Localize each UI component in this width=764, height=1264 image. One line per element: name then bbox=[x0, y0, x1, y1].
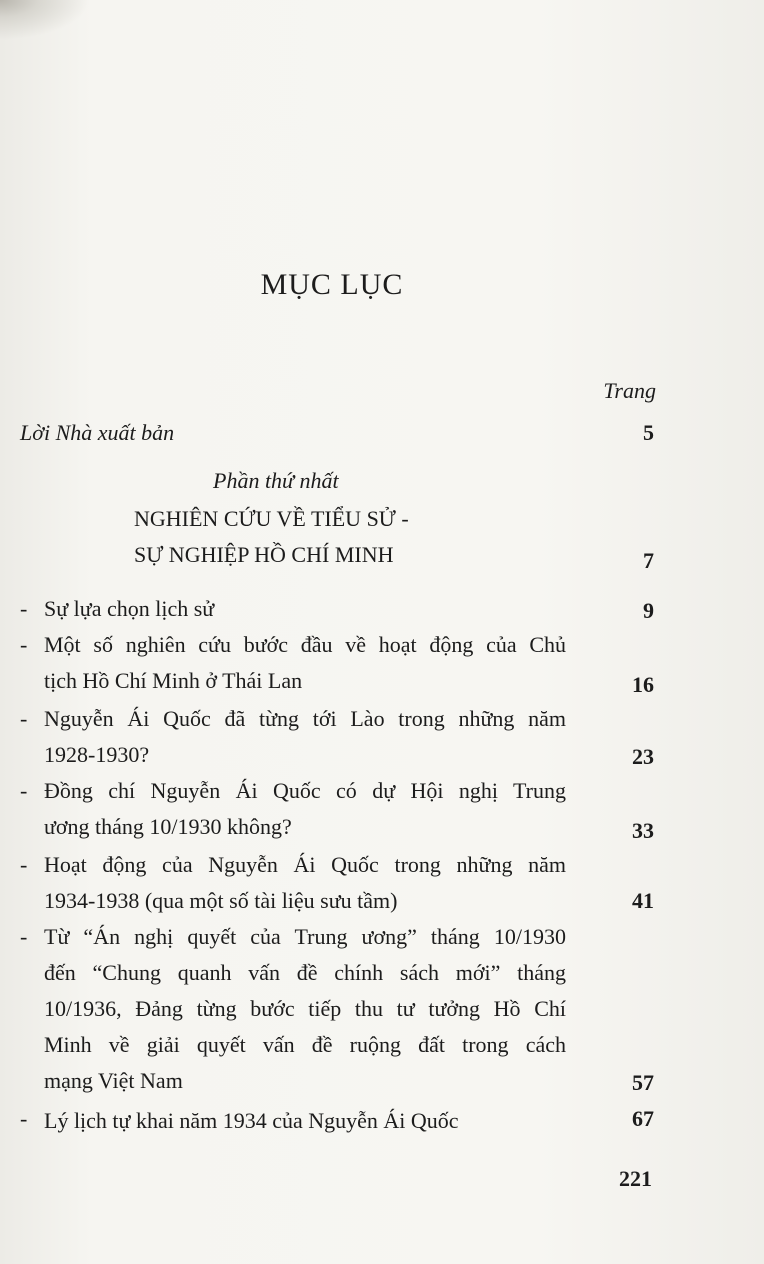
entry-page: 23 bbox=[632, 744, 654, 769]
entry-line: 10/1936, Đảng từng bước tiếp thu tư tưởng Hồ Chí bbox=[44, 996, 566, 1021]
entry-page: 41 bbox=[632, 888, 654, 913]
entry-page: 16 bbox=[632, 672, 654, 697]
entry-line: Từ “Án nghị quyết của Trung ương” tháng 10/1930 bbox=[44, 924, 566, 949]
entry-page: 9 bbox=[643, 598, 654, 623]
entry-dash: - bbox=[20, 778, 28, 803]
page-column-label: Trang bbox=[603, 378, 656, 403]
entry-dash: - bbox=[20, 596, 28, 621]
preface-title: Lời Nhà xuất bản bbox=[20, 420, 175, 445]
entry-line: Đồng chí Nguyễn Ái Quốc có dự Hội nghị Trung bbox=[44, 778, 566, 803]
entry-page: 67 bbox=[632, 1106, 654, 1131]
entry-dash: - bbox=[20, 632, 28, 657]
page-title: MỤC LỤC bbox=[260, 268, 404, 301]
entry-line: Minh về giải quyết vấn đề ruộng đất trong cách bbox=[44, 1032, 566, 1057]
entry-dash: - bbox=[20, 852, 28, 877]
part-label: Phần thứ nhất bbox=[213, 468, 339, 493]
entry-line: 1934-1938 (qua một số tài liệu sưu tầm) bbox=[44, 888, 398, 913]
part-page: 7 bbox=[643, 548, 654, 573]
entry-line: ương tháng 10/1930 không? bbox=[44, 814, 292, 839]
entry-dash: - bbox=[20, 1106, 28, 1131]
entry-page: 33 bbox=[632, 818, 654, 843]
entry-dash: - bbox=[20, 706, 28, 731]
entry-line: Lý lịch tự khai năm 1934 của Nguyễn Ái Quốc bbox=[44, 1108, 459, 1133]
entry-line: tịch Hồ Chí Minh ở Thái Lan bbox=[44, 668, 303, 693]
entry-line: Sự lựa chọn lịch sử bbox=[44, 596, 215, 621]
entry-dash: - bbox=[20, 924, 28, 949]
preface-page: 5 bbox=[643, 420, 654, 445]
part-title-line2: SỰ NGHIỆP HỒ CHÍ MINH bbox=[134, 542, 394, 567]
page-number: 221 bbox=[619, 1166, 652, 1191]
page-corner-shadow bbox=[0, 0, 90, 40]
entry-line: Nguyễn Ái Quốc đã từng tới Lào trong những năm bbox=[44, 706, 566, 731]
part-title-line1: NGHIÊN CỨU VỀ TIỂU SỬ - bbox=[134, 506, 409, 531]
entry-line: mạng Việt Nam bbox=[44, 1068, 183, 1093]
entry-page: 57 bbox=[632, 1070, 654, 1095]
entry-line: 1928-1930? bbox=[44, 742, 150, 767]
entry-line: Hoạt động của Nguyễn Ái Quốc trong những năm bbox=[44, 852, 566, 877]
entry-line: đến “Chung quanh vấn đề chính sách mới” tháng bbox=[44, 960, 566, 985]
entry-line: Một số nghiên cứu bước đầu về hoạt động của Chủ bbox=[44, 632, 566, 657]
